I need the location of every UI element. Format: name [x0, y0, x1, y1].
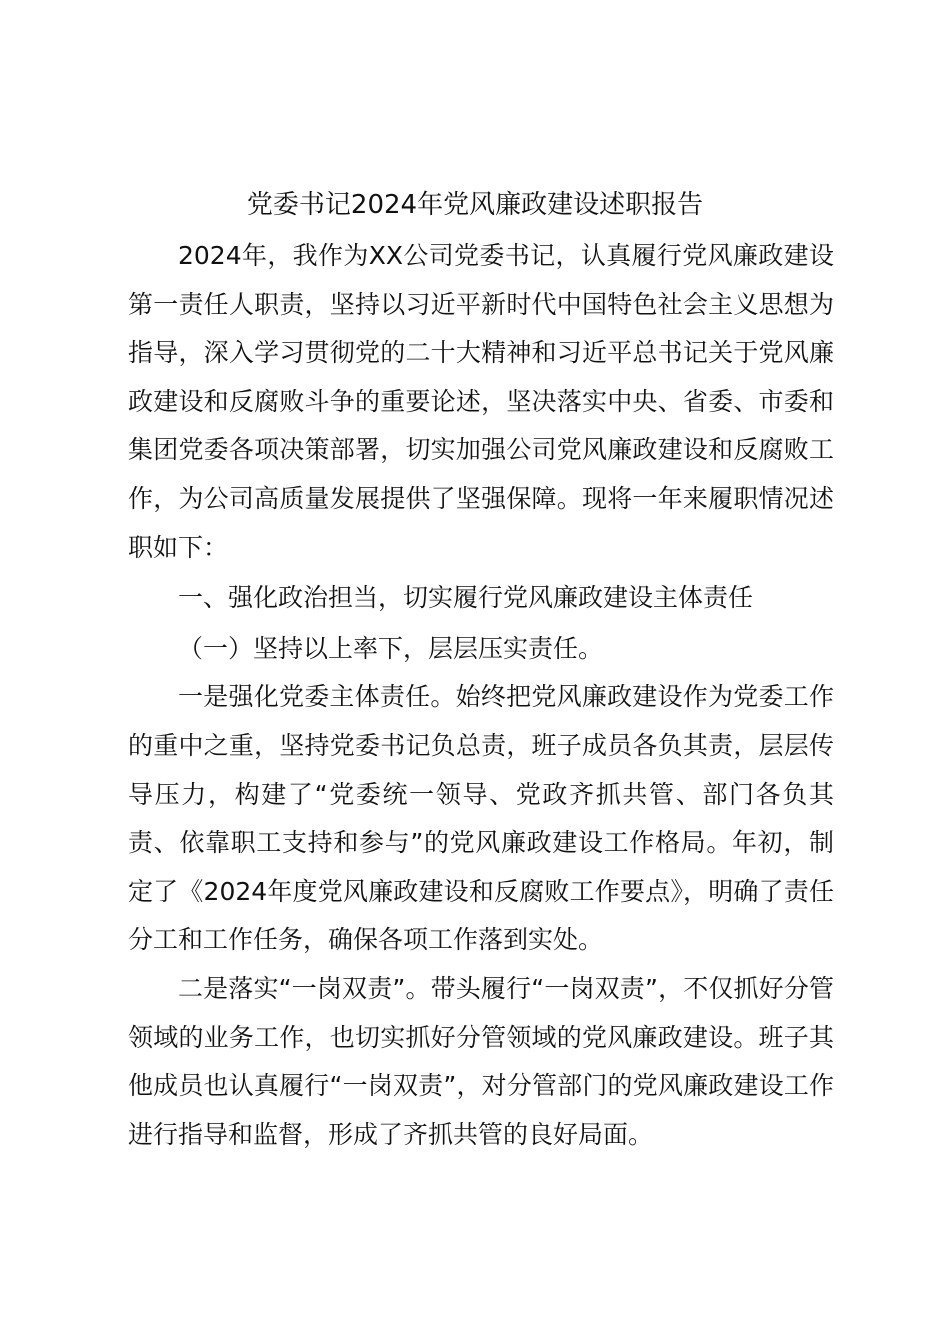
document-title: 党委书记2024年党风廉政建设述职报告	[246, 190, 704, 220]
body-paragraph-2: 二是落实“一岗双责”。带头履行“一岗双责”，不仅抓好分管领域的业务工作，也切实抓好分管领域的党风廉政建设。班子其他成员也认真履行“一岗双责”，对分管部门的党风廉政建设工作进行指导和监督，形成了齐抓共管的良好局面。	[128, 973, 834, 1149]
body-paragraph-1: 一是强化党委主体责任。始终把党风廉政建设作为党委工作的重中之重，坚持党委书记负总责，班子成员各负其责，层层传导压力，构建了“党委统一领导、党政齐抓共管、部门各负其责、依靠职工支持和参与”的党风廉政建设工作格局。年初，制定了《2024年度党风廉政建设和反腐败工作要点》，明确了责任分工和工作任务，确保各项工作落到实处。	[128, 682, 834, 955]
section-heading-1: 一、强化政治担当，切实履行党风廉政建设主体责任	[178, 583, 754, 613]
subsection-heading-1: （一）坚持以上率下，层层压实责任。	[178, 633, 604, 663]
intro-paragraph: 2024年，我作为XX公司党委书记，认真履行党风廉政建设第一责任人职责，坚持以习近平新时代中国特色社会主义思想为指导，深入学习贯彻党的二十大精神和习近平总书记关于党风廉政建设和反腐败斗争的重要论述，坚决落实中央、省委、市委和集团党委各项决策部署，切实加强公司党风廉政建设和反腐败工作，为公司高质量发展提供了坚强保障。现将一年来履职情况述职如下：	[128, 241, 834, 562]
document-body	[128, 232, 834, 1159]
